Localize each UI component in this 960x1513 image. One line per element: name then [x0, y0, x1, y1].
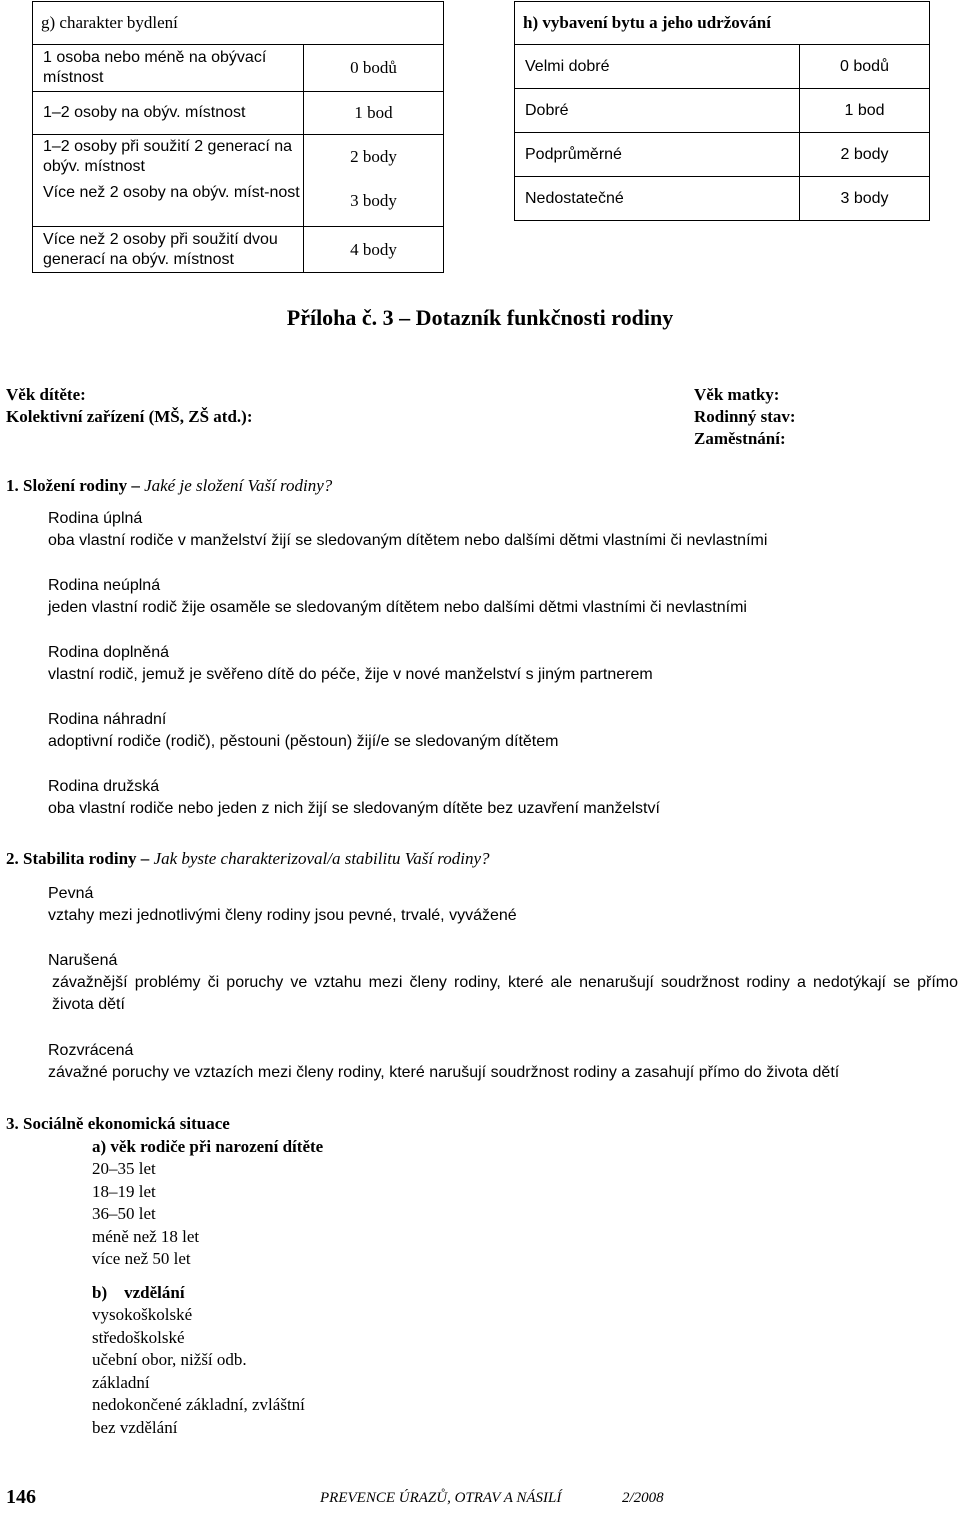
- option-name: Narušená: [48, 952, 118, 969]
- table-h-label: Nedostatečné: [515, 177, 800, 221]
- table-g-points-group: [304, 135, 444, 227]
- age-list: [92, 1158, 199, 1271]
- table-row: [33, 92, 444, 135]
- option-description: závažnější problémy či poruchy ve vztahu mezi členy rodiny, které ale nenarušují soudržnost rodiny a nedotýkají se přímo života dětí: [52, 974, 958, 1013]
- list-item: základní: [92, 1372, 150, 1392]
- option-name: Rodina neúplná: [48, 577, 161, 594]
- list-item: vysokoškolské: [92, 1305, 193, 1324]
- section-3-heading: 3. Sociálně ekonomická situace: [6, 1114, 230, 1133]
- list-item: 36–50 let: [92, 1204, 156, 1224]
- table-h-points: 2 body: [800, 133, 930, 177]
- table-g-label: Více než 2 osoby při soužití dvou generací na obýv. místnost: [33, 227, 304, 273]
- table-row: [515, 89, 930, 133]
- section-2-question: Jak byste charakterizoval/a stabilitu Vaší rodiny?: [153, 849, 490, 868]
- table-h-points: 1 bod: [800, 89, 930, 133]
- list-item: více než 50 let: [92, 1249, 191, 1269]
- table-g-points: 3 body: [350, 191, 397, 210]
- family-option: [48, 709, 948, 753]
- section-1-question: Jaké je složení Vaší rodiny?: [144, 476, 333, 495]
- option-name: Pevná: [48, 885, 94, 902]
- family-option: [48, 776, 948, 820]
- list-item: méně než 18 let: [92, 1226, 200, 1246]
- table-row: [515, 133, 930, 177]
- list-item: 18–19 let: [92, 1181, 156, 1201]
- table-row: [33, 227, 444, 273]
- education-list: [92, 1304, 305, 1440]
- page-title: Příloha č. 3 – Dotazník funkčnosti rodiny: [286, 305, 674, 330]
- stability-option: [48, 1040, 948, 1084]
- option-name: Rozvrácená: [48, 1042, 134, 1059]
- journal-name: PREVENCE ÚRAZŮ, OTRAV A NÁSILÍ: [320, 1490, 562, 1506]
- option-description: oba vlastní rodiče v manželství žijí se sledovaným dítětem nebo dalšími dětmi vlastními či nevlastními: [48, 532, 768, 549]
- journal-issue: 2/2008: [622, 1490, 664, 1506]
- table-row: [33, 135, 444, 227]
- field-marital: Rodinný stav:: [694, 407, 796, 426]
- option-description: oba vlastní rodiče nebo jeden z nich žijí se sledovaným dítěte bez uzavření manželství: [48, 800, 660, 817]
- table-apartment-equipment: [514, 1, 930, 221]
- table-h-header: [515, 2, 930, 45]
- page-number: 146: [6, 1486, 36, 1508]
- section-1-heading: [6, 476, 332, 496]
- list-item: 20–35 let: [92, 1159, 156, 1178]
- section-3a-heading: a) věk rodiče při narození dítěte: [92, 1137, 324, 1156]
- field-employment: Zaměstnání:: [694, 429, 786, 448]
- option-description: závažné poruchy ve vztazích mezi členy rodiny, které narušují soudržnost rodiny a zasahují přímo do života dětí: [48, 1064, 840, 1081]
- list-item: učební obor, nižší odb.: [92, 1350, 247, 1370]
- table-row: [515, 177, 930, 221]
- field-collective: Kolektivní zařízení (MŠ, ZŠ atd.):: [6, 407, 253, 426]
- option-name: Rodina družská: [48, 778, 160, 795]
- stability-option: [48, 883, 948, 927]
- table-housing-character: [32, 1, 444, 273]
- table-h-points: 3 body: [800, 177, 930, 221]
- table-row: [515, 45, 930, 89]
- family-option: [48, 575, 948, 619]
- option-description: vlastní rodič, jemuž je svěřeno dítě do péče, žije v nové manželství s jiným partnerem: [48, 666, 653, 683]
- section-2-title: 2. Stabilita rodiny –: [6, 849, 150, 868]
- table-g-points: 2 body: [350, 147, 397, 166]
- section-2-heading: [6, 849, 490, 869]
- section-3b-heading: b) vzdělání: [92, 1283, 185, 1302]
- table-h-label: Dobré: [515, 89, 800, 133]
- family-option: [48, 508, 948, 552]
- stability-option: [48, 950, 960, 1016]
- table-g-points: 0 bodů: [304, 45, 444, 92]
- table-g-header-text: g) charakter bydlení: [41, 13, 178, 32]
- list-item: bez vzdělání: [92, 1417, 178, 1437]
- option-name: Rodina doplněná: [48, 644, 169, 661]
- table-h-label: Podprůměrné: [515, 133, 800, 177]
- table-g-label-group: [33, 135, 304, 227]
- option-name: Rodina úplná: [48, 510, 143, 527]
- table-g-label: 1 osoba nebo méně na obývací místnost: [33, 45, 304, 92]
- section-1-title: 1. Složení rodiny –: [6, 476, 140, 495]
- table-g-header: [33, 2, 444, 45]
- option-description: jeden vlastní rodič žije osaměle se sledovaným dítětem nebo dalšími dětmi vlastními či nevlastními: [48, 599, 747, 616]
- table-h-label: Velmi dobré: [515, 45, 800, 89]
- table-g-points: 4 body: [304, 227, 444, 273]
- field-child-age: Věk dítěte:: [6, 385, 86, 404]
- list-item: středoškolské: [92, 1327, 185, 1347]
- option-description: adoptivní rodiče (rodič), pěstouni (pěstoun) žijí/e se sledovaným dítětem: [48, 733, 559, 750]
- table-g-label: Více než 2 osoby na obýv. míst-nost: [43, 184, 300, 201]
- family-option: [48, 642, 948, 686]
- field-mother-age: Věk matky:: [694, 385, 780, 404]
- table-g-label: 1–2 osoby při soužití 2 generací na obýv. místnost: [43, 138, 293, 175]
- table-row: [33, 45, 444, 92]
- table-h-points: 0 bodů: [800, 45, 930, 89]
- table-h-header-text: h) vybavení bytu a jeho udržování: [523, 13, 771, 32]
- table-g-label: 1–2 osoby na obýv. místnost: [33, 92, 304, 135]
- option-name: Rodina náhradní: [48, 711, 167, 728]
- table-g-points: 1 bod: [304, 92, 444, 135]
- list-item: nedokončené základní, zvláštní: [92, 1395, 305, 1415]
- option-description: vztahy mezi jednotlivými členy rodiny jsou pevné, trvalé, vyvážené: [48, 907, 517, 924]
